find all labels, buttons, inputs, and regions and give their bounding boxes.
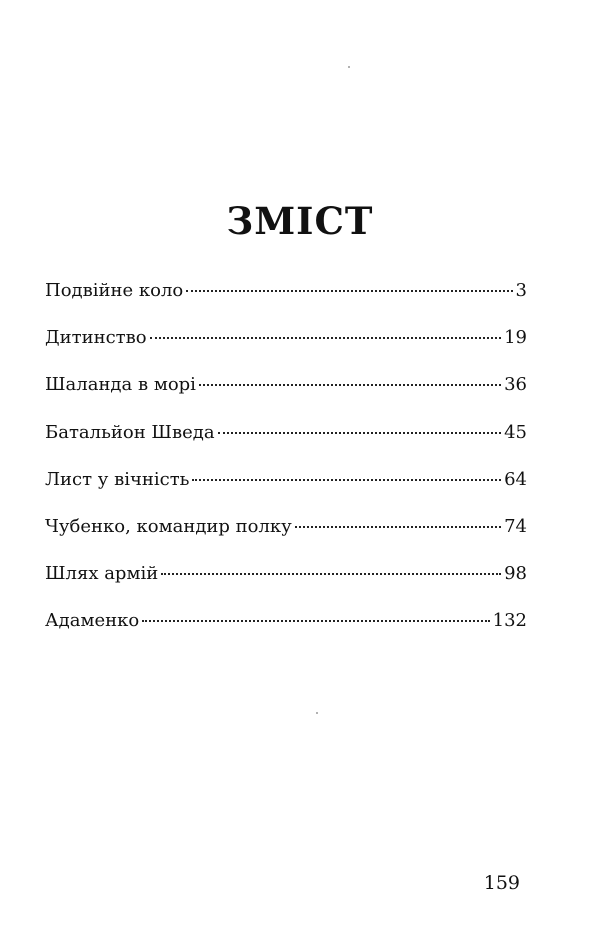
dot-leader (218, 432, 502, 434)
dot-leader (295, 526, 501, 528)
page-number: 159 (483, 872, 520, 894)
dot-leader (186, 290, 512, 292)
toc-entry (45, 422, 527, 469)
toc-entry-page-number: 45 (504, 421, 527, 443)
toc-entry (45, 469, 527, 516)
toc-entry (45, 516, 527, 563)
toc-entry (45, 327, 527, 374)
page-title: ЗМІСТ (226, 199, 374, 243)
paper-speck (348, 66, 350, 68)
toc-entry-page-number: 36 (504, 374, 527, 396)
dot-leader (161, 573, 501, 575)
toc-entry-page-number: 3 (515, 280, 527, 301)
dot-leader (142, 620, 489, 622)
toc-entry-page-number: 132 (492, 610, 527, 632)
toc-entry-title: Батальйон Шведа (45, 421, 215, 443)
paper-speck (316, 712, 318, 714)
dot-leader (199, 384, 501, 386)
dot-leader (150, 337, 502, 339)
toc-entry-page-number: 64 (504, 468, 527, 490)
toc-entry-page-number: 74 (504, 515, 527, 537)
toc-entry-title: Лист у вічність (45, 468, 190, 490)
toc-entry-title: Адаменко (45, 610, 140, 632)
toc-entry-title: Шаланда в морі (45, 374, 196, 396)
toc-entry-title: Чубенко, командир полку (45, 515, 292, 537)
table-of-contents (45, 280, 527, 658)
toc-entry-title: Шлях армій (45, 563, 159, 585)
toc-entry (45, 563, 527, 610)
toc-entry-page-number: 98 (504, 563, 527, 585)
toc-entry (45, 280, 527, 327)
toc-entry-title: Подвійне коло (45, 280, 184, 301)
toc-entry-title: Дитинство (45, 327, 147, 349)
dot-leader (192, 479, 501, 481)
toc-entry-page-number: 19 (504, 327, 527, 349)
toc-entry (45, 610, 527, 657)
toc-entry (45, 374, 527, 421)
